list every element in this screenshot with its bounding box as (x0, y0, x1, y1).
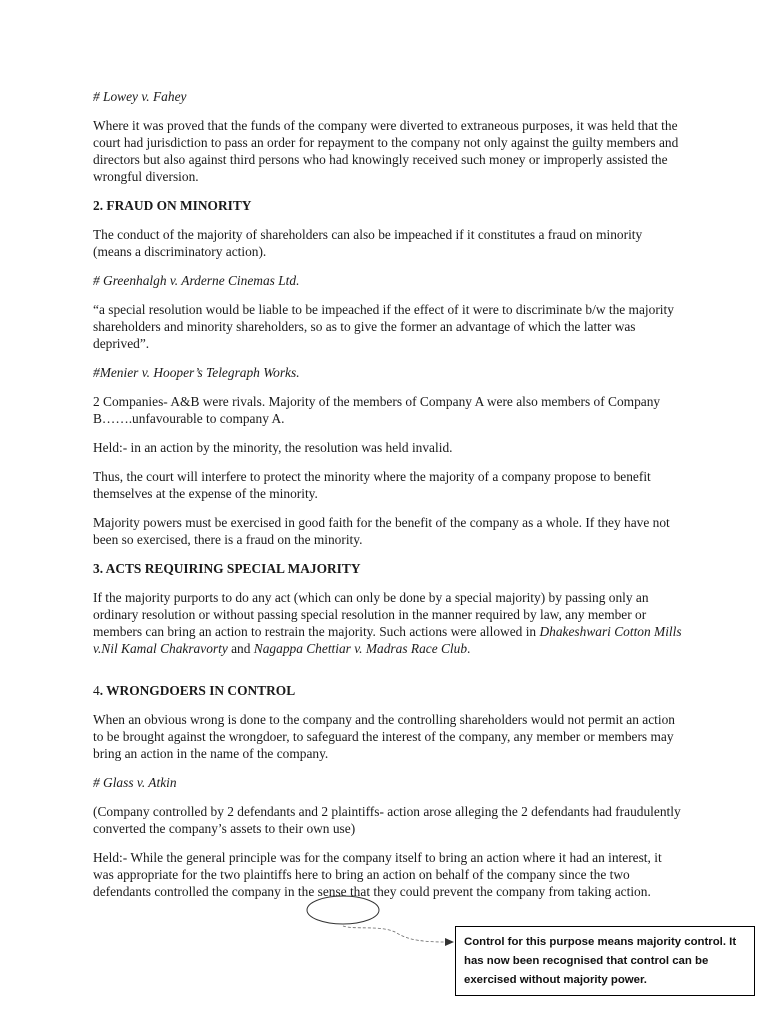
paragraph-fraud-on-minority: The conduct of the majority of shareholders can also be impeached if it constitutes a fraud on minority (means a discriminatory action). (93, 227, 643, 259)
quote-greenhalgh: “a special resolution would be liable to be impeached if the effect of it were to discriminate b/w the majority shareholders and minority shareholders, so as to give the former an advantage of which the latter was deprived”. (93, 302, 674, 351)
paragraph-glass-held-before: Held:- While the general principle was for the company itself to bring an action where it had an interest, it was appropriate for the two plaintiffs here to bring an action on behalf of the company since the two defendants (93, 850, 662, 899)
circled-word-controlled: controlled (154, 884, 209, 899)
callout-arrowhead (445, 938, 454, 946)
paragraph-glass-held (93, 849, 683, 900)
case-citation-glass: # Glass v. Atkin (93, 775, 177, 790)
callout-note: Control for this purpose means majority control. It has now been recognised that control can be exercised without majority power. (455, 926, 755, 996)
case-citation-menier: #Menier v. Hooper’s Telegraph Works. (93, 365, 300, 380)
paragraph-court-interference: Thus, the court will interfere to protect the minority where the majority of a company propose to benefit themselves at the expense of the minority. (93, 469, 651, 501)
paragraph-good-faith: Majority powers must be exercised in good faith for the benefit of the company as a whole. If they have not been so exercised, there is a fraud on the minority. (93, 515, 670, 547)
section-heading-wrongdoers-text: . WRONGDOERS IN CONTROL (99, 683, 296, 698)
paragraph-lowey-held: Where it was proved that the funds of the company were diverted to extraneous purposes, it was held that the court had jurisdiction to pass an order for repayment to the company not only against the guilty members and directors but also against third persons who had knowingly received such money or improperly assisted the wrongful diversion. (93, 118, 679, 184)
section-heading-fraud-on-minority: 2. FRAUD ON MINORITY (93, 198, 252, 213)
case-citation-lowey: # Lowey v. Fahey (93, 89, 187, 104)
section-number: 4 (93, 683, 100, 698)
section-heading-special-majority: 3. ACTS REQUIRING SPECIAL MAJORITY (93, 561, 361, 576)
paragraph-glass-held-after: the company in the sense that they could prevent the company from taking action. (208, 884, 651, 899)
case-citation-nagappa: Nagappa Chettiar v. Madras Race Club (253, 641, 468, 656)
paragraph-special-majority (93, 589, 683, 657)
case-citation-greenhalgh: # Greenhalgh v. Arderne Cinemas Ltd. (93, 273, 300, 288)
paragraph-menier-held: Held:- in an action by the minority, the resolution was held invalid. (93, 440, 453, 455)
document-page (93, 88, 683, 912)
paragraph-glass-facts: (Company controlled by 2 defendants and 2 plaintiffs- action arose alleging the 2 defendants had fraudulently converted the company’s assets to their own use) (93, 804, 681, 836)
paragraph-menier-facts: 2 Companies- A&B were rivals. Majority of the members of Company A were also members of Company B…….unfavourable to company A. (93, 394, 661, 426)
conjunction-and: and (227, 641, 254, 656)
case-citation-dhakeshwari: Dhakeshwari Cotton Mills v.Nil Kamal Chakravorty (93, 624, 682, 656)
paragraph-wrongdoers: When an obvious wrong is done to the company and the controlling shareholders would not permit an action to be brought against the wrongdoer, to safeguard the interest of the company, any member or members may bring an action in the name of the company. (93, 712, 675, 761)
paragraph-special-majority-text: If the majority purports to do any act (which can only be done by a special majority) by passing only an ordinary resolution or without passing special resolution in the manner required by law, any member or members can bring an action to restrain the majority. Such actions were allowed in (93, 590, 649, 639)
sentence-end: . (467, 641, 471, 656)
section-heading-wrongdoers (93, 682, 683, 699)
callout-connector (343, 926, 445, 942)
